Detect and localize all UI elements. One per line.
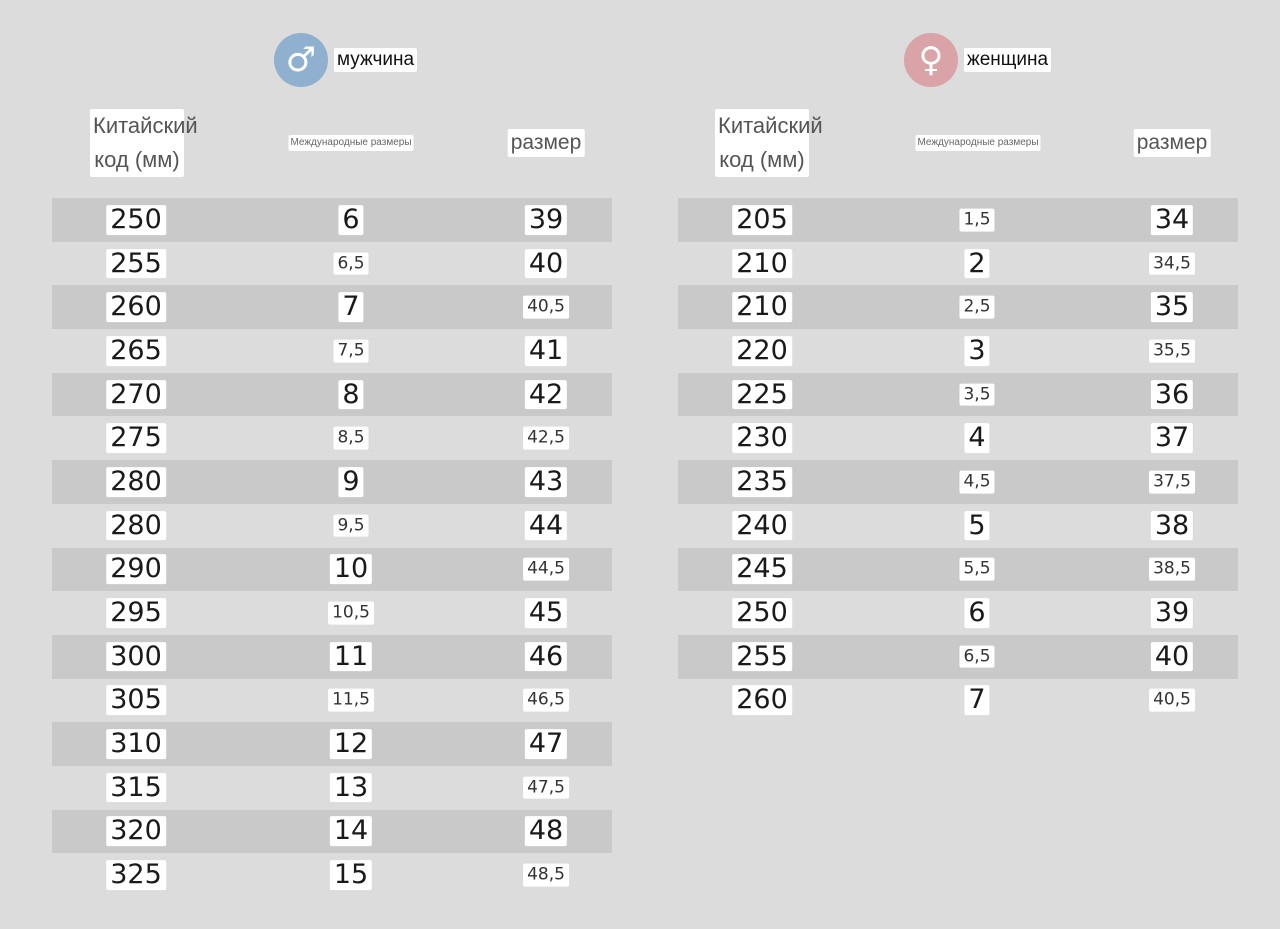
men-code-cell: 295 bbox=[106, 598, 166, 628]
women-size-cell: 37,5 bbox=[1149, 471, 1195, 494]
men-code-cell: 300 bbox=[106, 642, 166, 672]
men-size-cell: 39 bbox=[525, 205, 567, 235]
men-header-intl bbox=[288, 108, 413, 178]
women-header-size bbox=[1134, 108, 1211, 178]
men-size-cell: 46,5 bbox=[523, 689, 569, 712]
women-intl-cell: 1,5 bbox=[959, 209, 994, 232]
women-size-cell: 35,5 bbox=[1149, 340, 1195, 363]
women-code-cell: 220 bbox=[732, 336, 792, 366]
table-row bbox=[678, 242, 1238, 286]
table-row bbox=[678, 679, 1238, 723]
women-intl-cell: 5 bbox=[964, 511, 989, 541]
men-code-cell: 280 bbox=[106, 511, 166, 541]
women-size-cell: 40,5 bbox=[1149, 689, 1195, 712]
table-row bbox=[678, 591, 1238, 635]
women-size-cell: 40 bbox=[1151, 642, 1193, 672]
men-code-cell: 265 bbox=[106, 336, 166, 366]
women-size-cell: 38,5 bbox=[1149, 558, 1195, 581]
women-size-cell: 35 bbox=[1151, 292, 1193, 322]
men-code-cell: 320 bbox=[106, 817, 166, 847]
women-code-cell: 205 bbox=[732, 205, 792, 235]
men-code-cell: 310 bbox=[106, 729, 166, 759]
table-row bbox=[678, 416, 1238, 460]
table-row bbox=[678, 198, 1238, 242]
table-row bbox=[678, 548, 1238, 592]
men-intl-cell: 8,5 bbox=[333, 427, 368, 450]
men-intl-cell: 9 bbox=[338, 467, 363, 497]
men-intl-cell: 7 bbox=[338, 292, 363, 322]
table-row bbox=[678, 635, 1238, 679]
table-row bbox=[52, 373, 612, 417]
men-intl-cell: 6,5 bbox=[333, 252, 368, 275]
women-intl-cell: 2 bbox=[964, 249, 989, 279]
men-code-cell: 255 bbox=[106, 249, 166, 279]
women-intl-cell: 5,5 bbox=[959, 558, 994, 581]
men-intl-cell: 15 bbox=[330, 860, 372, 890]
men-intl-cell: 11 bbox=[330, 642, 372, 672]
men-code-cell: 280 bbox=[106, 467, 166, 497]
women-size-table bbox=[678, 0, 1238, 929]
men-header-code-label: Китайский код (мм) bbox=[90, 109, 184, 177]
women-intl-cell: 2,5 bbox=[959, 296, 994, 319]
table-row bbox=[52, 591, 612, 635]
women-header-size-label: размер bbox=[1134, 129, 1211, 157]
women-size-cell: 36 bbox=[1151, 380, 1193, 410]
women-header-code-label: Китайский код (мм) bbox=[715, 109, 809, 177]
men-size-cell: 48,5 bbox=[523, 864, 569, 887]
table-row bbox=[52, 329, 612, 373]
men-size-cell: 40,5 bbox=[523, 296, 569, 319]
men-code-cell: 305 bbox=[106, 686, 166, 716]
table-row bbox=[52, 766, 612, 810]
female-symbol-icon: ♀ bbox=[904, 33, 958, 87]
women-code-cell: 250 bbox=[732, 598, 792, 628]
men-size-cell: 47 bbox=[525, 729, 567, 759]
women-code-cell: 245 bbox=[732, 555, 792, 585]
men-size-cell: 46 bbox=[525, 642, 567, 672]
table-row bbox=[52, 504, 612, 548]
women-size-cell: 34 bbox=[1151, 205, 1193, 235]
male-symbol-icon: ♂ bbox=[274, 33, 328, 87]
men-intl-cell: 10 bbox=[330, 555, 372, 585]
table-row bbox=[678, 373, 1238, 417]
men-code-cell: 315 bbox=[106, 773, 166, 803]
table-row bbox=[678, 285, 1238, 329]
men-size-cell: 48 bbox=[525, 817, 567, 847]
women-code-cell: 240 bbox=[732, 511, 792, 541]
women-size-cell: 38 bbox=[1151, 511, 1193, 541]
men-size-cell: 43 bbox=[525, 467, 567, 497]
women-code-cell: 230 bbox=[732, 423, 792, 453]
men-size-cell: 47,5 bbox=[523, 776, 569, 799]
table-row bbox=[52, 285, 612, 329]
women-code-cell: 235 bbox=[732, 467, 792, 497]
women-header-code bbox=[715, 108, 823, 178]
men-header-size-label: размер bbox=[508, 129, 585, 157]
men-code-cell: 290 bbox=[106, 555, 166, 585]
men-size-cell: 42,5 bbox=[523, 427, 569, 450]
men-size-cell: 40 bbox=[525, 249, 567, 279]
women-code-cell: 210 bbox=[732, 249, 792, 279]
men-size-cell: 42 bbox=[525, 380, 567, 410]
table-row bbox=[678, 504, 1238, 548]
men-code-cell: 260 bbox=[106, 292, 166, 322]
women-title: женщина bbox=[964, 48, 1051, 72]
men-intl-cell: 6 bbox=[338, 205, 363, 235]
table-row bbox=[52, 853, 612, 897]
women-intl-cell: 4 bbox=[964, 423, 989, 453]
women-intl-cell: 6 bbox=[964, 598, 989, 628]
men-code-cell: 275 bbox=[106, 423, 166, 453]
men-heading bbox=[274, 32, 417, 88]
women-code-cell: 255 bbox=[732, 642, 792, 672]
men-intl-cell: 11,5 bbox=[328, 689, 374, 712]
women-intl-cell: 4,5 bbox=[959, 471, 994, 494]
men-intl-cell: 14 bbox=[330, 817, 372, 847]
men-code-cell: 325 bbox=[106, 860, 166, 890]
men-intl-cell: 12 bbox=[330, 729, 372, 759]
women-heading bbox=[904, 32, 1051, 88]
men-intl-cell: 10,5 bbox=[328, 602, 374, 625]
men-size-cell: 44 bbox=[525, 511, 567, 541]
table-row bbox=[52, 679, 612, 723]
women-size-cell: 37 bbox=[1151, 423, 1193, 453]
table-row bbox=[52, 810, 612, 854]
women-rows bbox=[678, 198, 1238, 722]
women-code-cell: 260 bbox=[732, 686, 792, 716]
women-intl-cell: 3 bbox=[964, 336, 989, 366]
men-intl-cell: 8 bbox=[338, 380, 363, 410]
women-code-cell: 225 bbox=[732, 380, 792, 410]
men-header-size bbox=[508, 108, 585, 178]
men-size-table bbox=[52, 0, 612, 929]
men-code-cell: 250 bbox=[106, 205, 166, 235]
women-intl-cell: 6,5 bbox=[959, 645, 994, 668]
table-row bbox=[52, 198, 612, 242]
table-row bbox=[52, 416, 612, 460]
table-row bbox=[52, 722, 612, 766]
table-row bbox=[52, 242, 612, 286]
men-size-cell: 41 bbox=[525, 336, 567, 366]
men-intl-cell: 13 bbox=[330, 773, 372, 803]
men-rows bbox=[52, 198, 612, 897]
men-header-code bbox=[90, 108, 198, 178]
table-row bbox=[678, 329, 1238, 373]
women-header-intl-label: Международные размеры bbox=[915, 135, 1040, 151]
women-size-cell: 39 bbox=[1151, 598, 1193, 628]
men-intl-cell: 7,5 bbox=[333, 340, 368, 363]
men-size-cell: 44,5 bbox=[523, 558, 569, 581]
women-header-intl bbox=[915, 108, 1040, 178]
women-size-cell: 34,5 bbox=[1149, 252, 1195, 275]
women-intl-cell: 7 bbox=[964, 686, 989, 716]
table-row bbox=[52, 635, 612, 679]
men-intl-cell: 9,5 bbox=[333, 514, 368, 537]
men-title: мужчина bbox=[334, 48, 417, 72]
women-code-cell: 210 bbox=[732, 292, 792, 322]
men-header-intl-label: Международные размеры bbox=[288, 135, 413, 151]
table-row bbox=[52, 548, 612, 592]
table-row bbox=[52, 460, 612, 504]
women-intl-cell: 3,5 bbox=[959, 383, 994, 406]
men-size-cell: 45 bbox=[525, 598, 567, 628]
table-row bbox=[678, 460, 1238, 504]
men-code-cell: 270 bbox=[106, 380, 166, 410]
